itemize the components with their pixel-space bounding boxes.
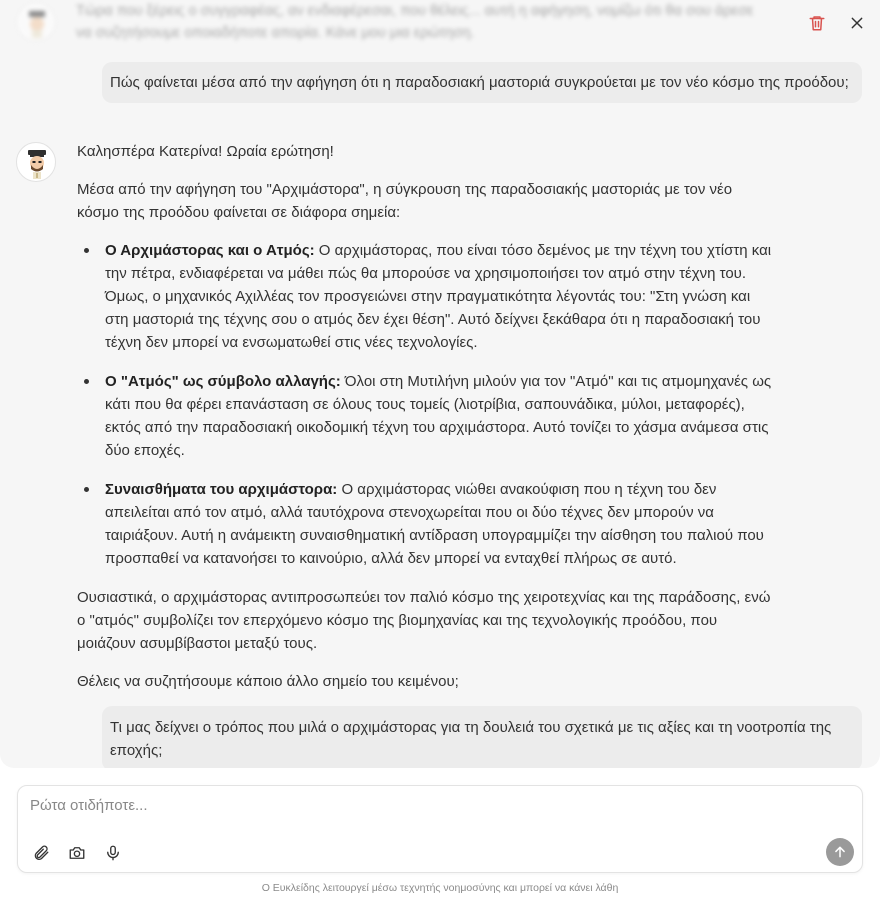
camera-icon [68,844,86,862]
point-text: Ο αρχιμάστορας, που είναι τόσο δεμένος με την τέχνη του χτίστη και την πέτρα, ενδιαφέρεται να μάθει πώς θα μπορούσε να χρησιμοποιήσει τον ατμό στην τέχνη του. Όμως, ο μηχανικός Αχιλλέας τον προσγειώνει στην πραγματικότητα λέγοντάς του: "Στη γνώση και στη μαστοριά της τέχνης σου ο ατμός δεν έχει θέση". Αυτό δείχνει ξεκάθαρα ότι η παραδοσιακή του τέχνη δεν μπορεί να ενσωματωθεί στις νέες τεχνολογίες. [105,242,772,351]
bot-message [16,140,776,708]
bot-avatar [16,2,56,42]
microphone-icon [104,844,122,862]
bot-points-list [105,239,776,570]
bot-avatar-icon [17,3,56,42]
list-item [105,370,776,462]
user-message-text: Πώς φαίνεται μέσα από την αφήγηση ότι η παραδοσιακή μαστοριά συγκρούεται με τον νέο κόσμο της προόδου; [110,74,849,91]
delete-chat-button[interactable] [806,12,828,34]
point-text: Ο αρχιμάστορας νιώθει ανακούφιση που η τέχνη του δεν απειλείται από τον ατμό, αλλά ταυτόχρονα στενοχωρείται που οι δύο τέχνες δεν μπορούν να ταιριάξουν. Αυτή η ανάμεικτη συναισθηματική αντίδραση υπογραμμίζει την αίσθηση του παλιού που προσπαθεί να κατανοήσει το καινούριο, αλλά δεν μπορεί να ενταχθεί πλήρως σε αυτό. [105,481,764,567]
close-icon [849,15,865,31]
trash-icon [808,14,826,32]
point-text: Όλοι στη Μυτιλήνη μιλούν για τον "Ατμό" και τις ατμομηχανές ως κάτι που θα φέρει επανάσταση σε όλους τους τομείς (λιοτρίβια, σαπουνάδικα, μύλοι, μεταφορές), εκτός από την παραδοσιακή οικοδομική τέχνη του αρχιμάστορα. Αυτό τονίζει το χάσμα ανάμεσα στις δύο εποχές. [105,373,772,459]
user-message-bubble-2 [102,706,862,768]
list-item [105,478,776,570]
camera-button[interactable] [66,842,88,864]
bot-followup: Θέλεις να συζητήσουμε κάποιο άλλο σημείο του κειμένου; [77,673,459,690]
point-title: Ο "Ατμός" ως σύμβολο αλλαγής: [105,373,341,390]
close-button[interactable] [846,12,868,34]
previous-bot-message [16,0,756,44]
previous-bot-text: Τώρα που ξέρεις ο συγγραφέας, αν ενδιαφέρεσαι, που θέλεις... αυτή η αφήγηση, νομίζω ότι θα σου άρεσε να συζητήσουμε οποιαδήποτε απορία. Κάνε μου μια ερώτηση. [76,3,754,41]
message-input[interactable] [30,794,830,816]
paperclip-icon [32,844,50,862]
send-button[interactable] [826,838,854,866]
bot-avatar [16,142,56,182]
bot-conclusion: Ουσιαστικά, ο αρχιμάστορας αντιπροσωπεύει τον παλιό κόσμο της χειροτεχνίας και της παράδοσης, ενώ ο "ατμός" συμβολίζει τον επερχόμενο κόσμο της βιομηχανίας και της τεχνολογικής προόδου, που μοιάζουν ασυμβίβαστοι μεταξύ τους. [77,589,771,652]
bot-avatar-icon [17,143,56,182]
bot-greeting: Καλησπέρα Κατερίνα! Ωραία ερώτηση! [77,143,334,160]
microphone-button[interactable] [102,842,124,864]
point-title: Συναισθήματα του αρχιμάστορα: [105,481,338,498]
top-actions [806,12,868,34]
attach-button[interactable] [30,842,52,864]
arrow-up-icon [833,845,847,859]
user-message-text: Τι μας δείχνει ο τρόπος που μιλά ο αρχιμάστορας για τη δουλειά του σχετικά με τις αξίες και τη νοοτροπία της εποχής; [110,719,832,759]
message-composer [17,785,863,873]
disclaimer-text: Ο Ευκλείδης λειτουργεί μέσω τεχνητής νοημοσύνης και μπορεί να κάνει λάθη [261,882,619,894]
composer-tools [30,842,124,864]
bot-message-body [77,140,776,693]
bot-intro: Μέσα από την αφήγηση του "Αρχιμάστορα", η σύγκρουση της παραδοσιακής μαστοριάς με τον νέο κόσμο της προόδου φαίνεται σε διάφορα σημεία: [77,181,733,221]
list-item [105,239,776,354]
point-title: Ο Αρχιμάστορας και ο Ατμός: [105,242,315,259]
user-message-bubble [102,62,862,103]
